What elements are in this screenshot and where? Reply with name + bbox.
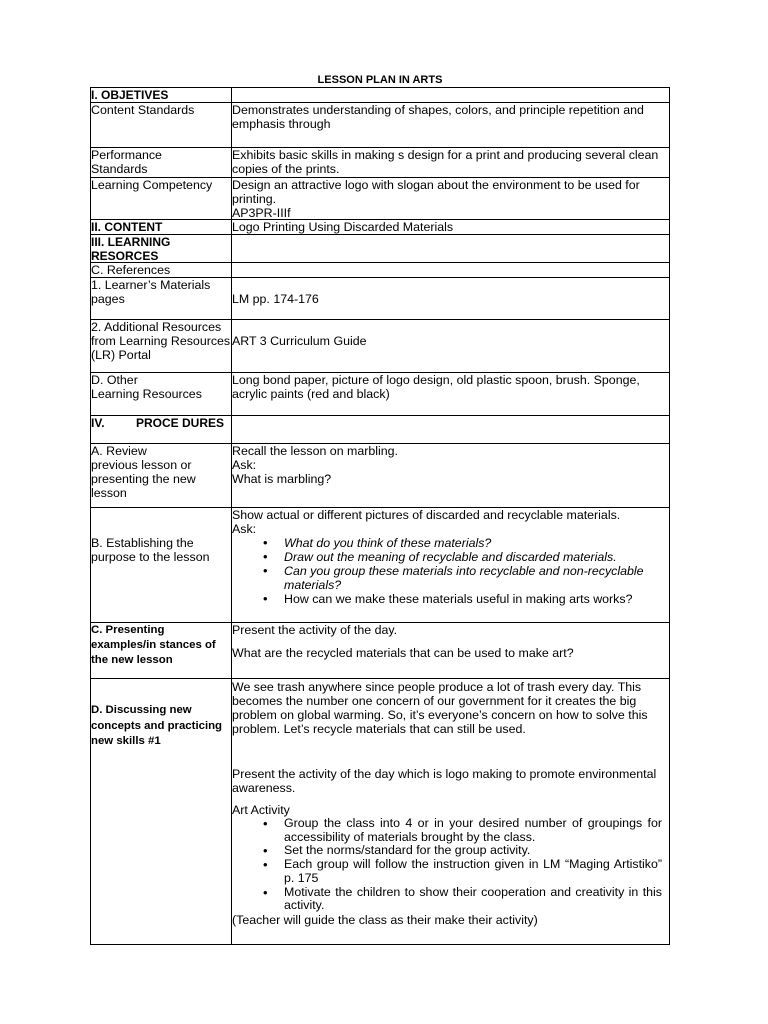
learning-competency-label: Learning Competency <box>91 178 213 192</box>
procedures-heading-number: IV. <box>91 416 105 430</box>
discussing-text-cell <box>232 679 669 944</box>
learning-competency-text-cell <box>232 178 669 219</box>
art-activity-step: • Group the class into 4 or in your desired number of groupings for accessibility of materials brought by the class. <box>284 817 662 844</box>
objectives-heading: I. OBJETIVES <box>91 88 169 102</box>
purpose-label <box>91 536 231 564</box>
art-activity-step: • Each group will follow the instruction given in LM “Maging Artistiko” p. 175 <box>284 858 662 885</box>
additional-resources-label-line: (LR) Portal <box>91 348 151 362</box>
other-resources-label-line: Learning Resources <box>91 387 202 401</box>
purpose-text-cell <box>232 508 669 622</box>
review-label-line: presenting the new <box>91 472 196 486</box>
purpose-question-list <box>232 536 669 606</box>
review-text-line: Ask: <box>232 458 257 472</box>
learning-resources-heading-cell <box>91 235 232 262</box>
learning-competency-text: Design an attractive logo with slogan about the environment to be used for printing. <box>232 178 640 206</box>
learning-resources-heading-line: RESORCES <box>91 249 159 263</box>
references-label-cell <box>91 263 232 277</box>
references-empty-cell <box>232 263 669 277</box>
references-row <box>91 263 669 278</box>
review-label-line: A. Review <box>91 444 147 458</box>
presenting-text-cell <box>232 623 669 678</box>
art-activity-step: • Motivate the children to show their cooperation and creativity in this activity. <box>284 886 662 913</box>
performance-standards-label-line: Standards <box>91 162 148 176</box>
presenting-activity: Present the activity of the day. <box>232 623 398 637</box>
discussing-label-line: concepts and practicing <box>91 719 223 732</box>
objectives-heading-cell <box>91 88 232 102</box>
art-activity-title: Art Activity <box>232 803 290 817</box>
teacher-note: (Teacher will guide the class as their make their activity) <box>232 912 538 927</box>
review-text-line: Recall the lesson on marbling. <box>232 444 398 458</box>
purpose-question: • What do you think of these materials? <box>284 536 669 550</box>
discussing-label-cell <box>91 679 232 944</box>
purpose-question: • Can you group these materials into recyclable and non-recyclable materials? <box>284 564 669 592</box>
presenting-label-line: C. Presenting <box>91 624 165 636</box>
learning-competency-code: AP3PR-IIIf <box>232 206 291 220</box>
content-standards-label: Content Standards <box>91 103 195 117</box>
objectives-heading-empty-cell <box>232 88 669 102</box>
review-text-line: What is marbling? <box>232 472 332 486</box>
discussing-label-line: D. Discussing new <box>91 704 192 716</box>
other-resources-text: Long bond paper, picture of logo design, old plastic spoon, brush. Sponge, acrylic paints (red and black) <box>232 373 640 401</box>
procedures-heading-text: PROCE DURES <box>136 416 225 430</box>
discussing-label-line: new skills #1 <box>91 735 161 747</box>
learners-materials-text: LM pp. 174-176 <box>232 292 319 306</box>
discussing-label <box>91 703 231 750</box>
objectives-heading-row <box>91 88 669 103</box>
purpose-question: • Draw out the meaning of recyclable and discarded materials. <box>284 550 669 564</box>
other-resources-label-line: D. Other <box>91 373 138 387</box>
content-text: Logo Printing Using Discarded Materials <box>232 220 454 234</box>
presenting-label-line: examples/in stances of <box>91 639 216 651</box>
performance-standards-text: Exhibits basic skills in making s design for a print and producing several clean copies of the prints. <box>232 148 659 176</box>
content-heading-cell <box>91 220 232 234</box>
learning-resources-heading-row <box>91 235 669 263</box>
content-standards-text-cell <box>232 103 669 147</box>
procedures-heading-empty-cell <box>232 416 669 443</box>
discussing-row <box>91 679 669 945</box>
purpose-question: • How can we make these materials useful in making arts works? <box>284 592 669 606</box>
performance-standards-row <box>91 148 669 178</box>
additional-resources-label-cell <box>91 320 232 372</box>
purpose-intro: Show actual or different pictures of discarded and recyclable materials. <box>232 508 621 522</box>
learners-materials-row <box>91 278 669 320</box>
presenting-label-cell <box>91 623 232 678</box>
discussing-activity-intro: Present the activity of the day which is logo making to promote environmental awareness. <box>232 767 657 795</box>
review-label-line: lesson <box>91 486 127 500</box>
other-resources-row <box>91 373 669 416</box>
learning-resources-heading-empty-cell <box>232 235 669 262</box>
review-text-cell <box>232 444 669 507</box>
art-activity-steps <box>232 817 662 913</box>
content-standards-text: Demonstrates understanding of shapes, colors, and principle repetition and emphasis through <box>232 103 644 131</box>
review-label-line: previous lesson or <box>91 458 192 472</box>
performance-standards-label-line: Performance <box>91 148 162 162</box>
purpose-ask: Ask: <box>232 522 257 536</box>
learners-materials-label-cell <box>91 278 232 319</box>
learning-competency-row <box>91 178 669 220</box>
document-title: LESSON PLAN IN ARTS <box>317 74 443 86</box>
presenting-label-line: the new lesson <box>91 654 173 666</box>
additional-resources-label-line: from Learning Resources <box>91 334 231 348</box>
additional-resources-label-line: 2. Additional Resources <box>91 320 222 334</box>
content-text-cell <box>232 220 669 234</box>
procedures-heading-row <box>91 416 669 444</box>
performance-standards-label-cell <box>91 148 232 177</box>
purpose-row <box>91 508 669 623</box>
purpose-label-cell <box>91 508 232 622</box>
additional-resources-row <box>91 320 669 373</box>
references-label: C. References <box>91 263 171 277</box>
content-heading: II. CONTENT <box>91 220 163 234</box>
content-standards-label-cell <box>91 103 232 147</box>
presenting-row <box>91 623 669 679</box>
additional-resources-text-cell <box>232 320 669 372</box>
procedures-heading <box>91 416 231 430</box>
art-activity-step: • Set the norms/standard for the group activity. <box>284 844 662 858</box>
learners-materials-label-line: 1. Learner’s Materials <box>91 278 211 292</box>
additional-resources-text: ART 3 Curriculum Guide <box>232 334 367 348</box>
performance-standards-text-cell <box>232 148 669 177</box>
content-standards-row <box>91 103 669 148</box>
other-resources-label-cell <box>91 373 232 415</box>
review-label-cell <box>91 444 232 507</box>
purpose-label-line: purpose to the lesson <box>91 550 210 564</box>
review-row <box>91 444 669 508</box>
learners-materials-text-cell <box>232 278 669 319</box>
presenting-question: What are the recycled materials that can be used to make art? <box>232 646 574 660</box>
discussing-intro: We see trash anywhere since people produce a lot of trash every day. This becomes the number one concern of our government for it creates the big problem on global warming. So, it’s everyone’s concern on how to solve this problem. Let’s recycle materials that can still be used. <box>232 680 648 736</box>
learning-resources-heading-line: III. LEARNING <box>91 235 171 249</box>
procedures-heading-cell <box>91 416 232 443</box>
learners-materials-label-line: pages <box>91 292 125 306</box>
purpose-label-line: B. Establishing the <box>91 536 194 550</box>
content-row <box>91 220 669 235</box>
lesson-plan-table <box>90 87 670 945</box>
learning-competency-label-cell <box>91 178 232 219</box>
other-resources-text-cell <box>232 373 669 415</box>
